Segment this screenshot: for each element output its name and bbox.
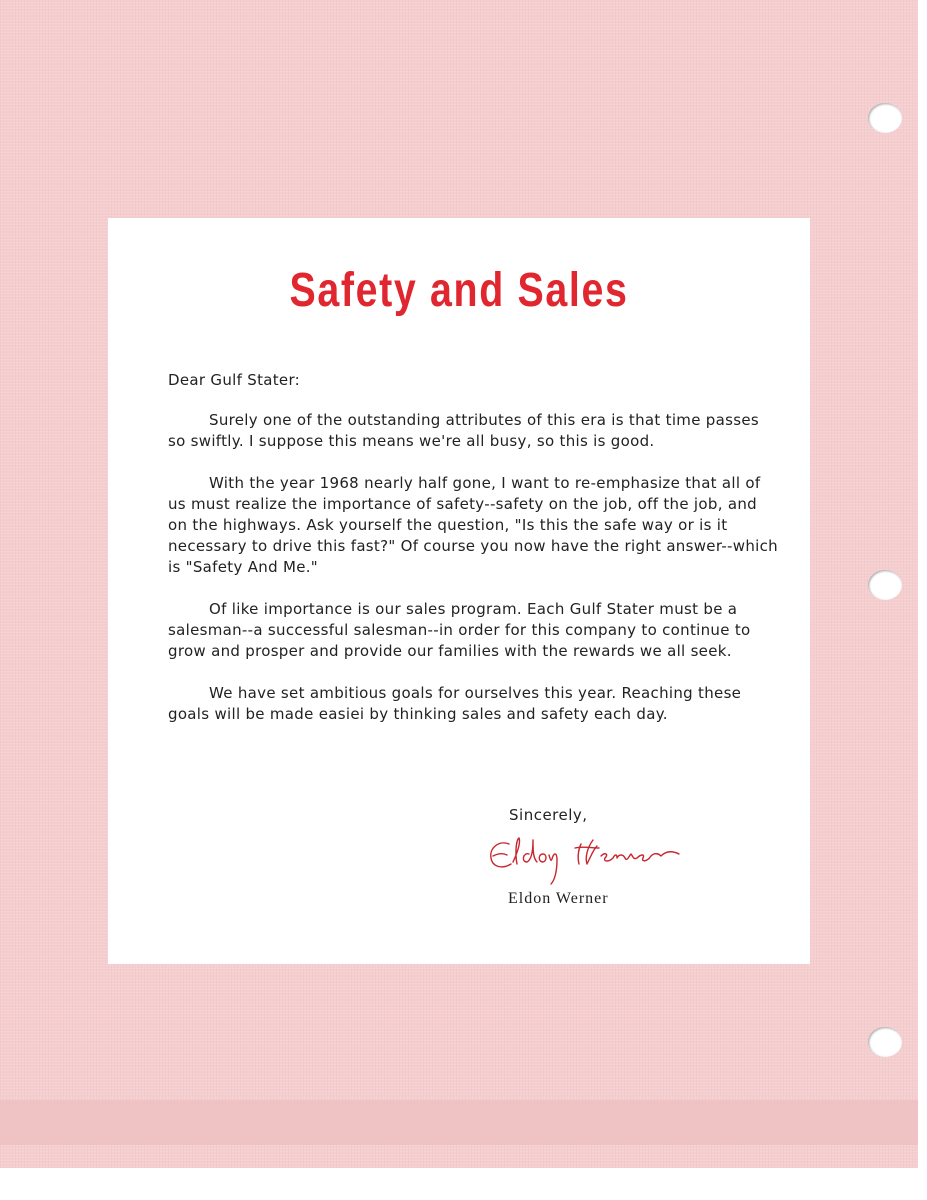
letter-body	[168, 370, 780, 746]
punch-hole-top	[868, 103, 902, 133]
handwritten-signature	[483, 826, 723, 886]
scan-bottom-edge	[0, 1168, 927, 1200]
punch-hole-middle	[868, 570, 902, 600]
paper-bottom-band	[0, 1100, 927, 1145]
scan-right-edge	[918, 0, 927, 1200]
signer-name: Eldon Werner	[508, 890, 609, 907]
salutation: Dear Gulf Stater:	[168, 371, 301, 389]
letter-title: Safety and Sales	[289, 264, 629, 317]
letter-card	[108, 218, 810, 964]
paragraph-3: Of like importance is our sales program. Each Gulf Stater must be a salesman--a successful salesman--in order for this company to continue to grow and prosper and provide our families with the rewards we all seek.	[168, 600, 751, 660]
paragraph-1: Surely one of the outstanding attributes of this era is that time passes so swiftly. I suppose this means we're all busy, so this is good.	[168, 411, 759, 450]
closing: Sincerely,	[509, 806, 588, 824]
paragraph-2: With the year 1968 nearly half gone, I want to re-emphasize that all of us must realize the importance of safety--safety on the job, off the job, and on the highways. Ask yourself the question, "Is this the safe way or is it necessary to drive this fast?" Of course you now have the right answer--which is "Safety And Me."	[168, 474, 778, 576]
paragraph-4: We have set ambitious goals for ourselves this year. Reaching these goals will be made easiei by thinking sales and safety each day.	[168, 684, 742, 723]
punch-hole-bottom	[868, 1027, 902, 1057]
